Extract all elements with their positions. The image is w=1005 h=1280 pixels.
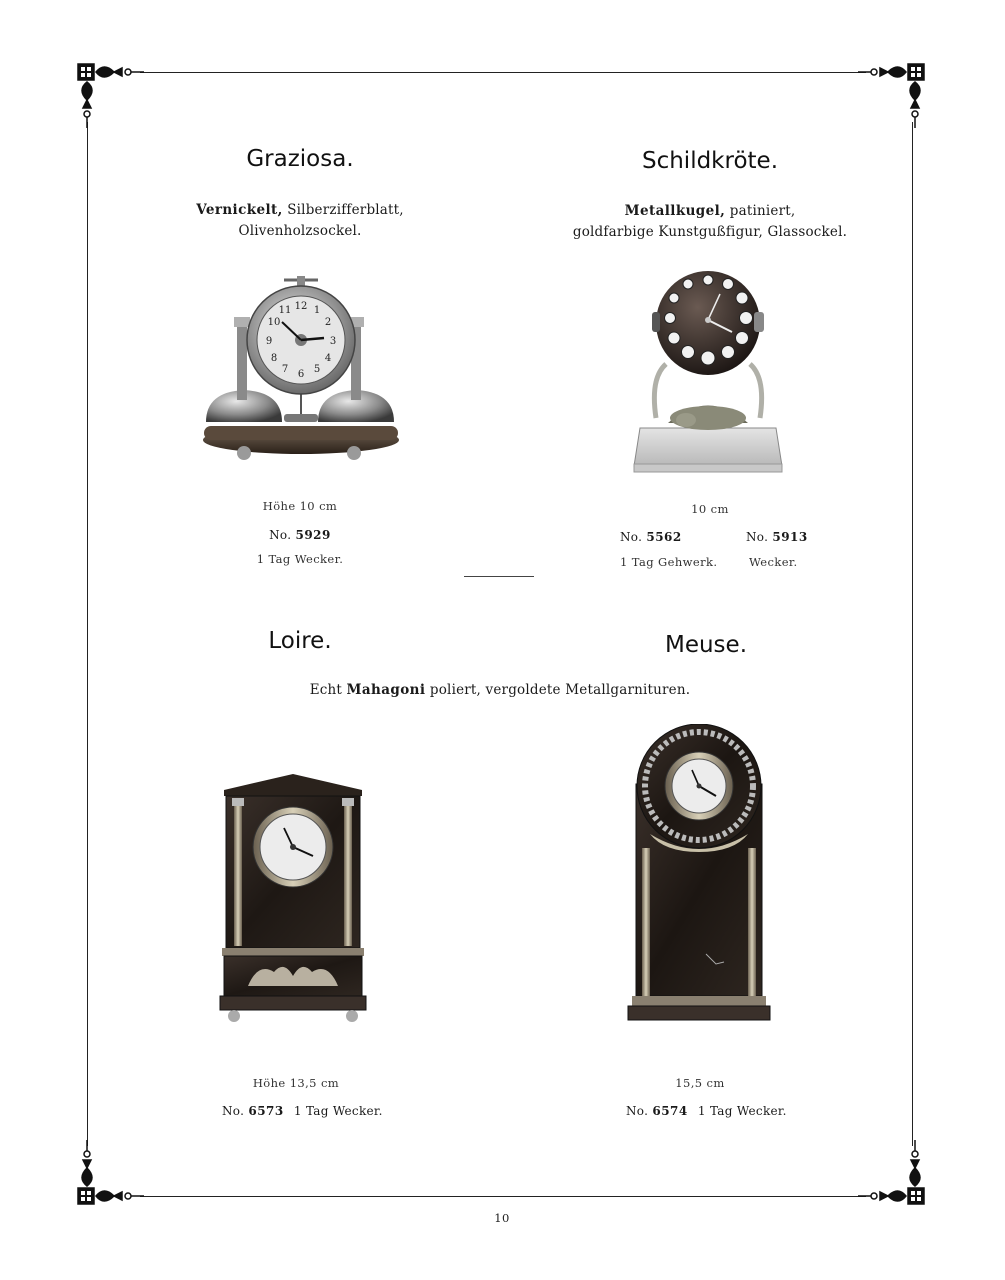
graziosa-clock-illustration — [196, 262, 406, 467]
shared-desc-pre: Echt — [309, 682, 347, 698]
meuse-clock-illustration — [624, 724, 774, 1026]
meuse-height-label: 15,5 cm — [675, 1076, 725, 1090]
shared-desc-post: poliert, vergoldete Metallgarnituren. — [425, 682, 691, 698]
schildkroete-no-prefix-1: No. — [620, 530, 643, 544]
loire-height-label: Höhe 13,5 cm — [252, 1076, 340, 1090]
shared-desc-bold: Mahagoni — [346, 682, 426, 698]
meuse-title: Meuse. — [664, 632, 748, 658]
meuse-movement: 1 Tag Wecker. — [697, 1104, 787, 1118]
graziosa-description — [150, 200, 450, 242]
corner-ornament-top-right — [858, 58, 928, 128]
loire-title: Loire. — [268, 628, 332, 654]
graziosa-desc-line2: Olivenholzsockel. — [238, 223, 362, 239]
graziosa-no-value: 5929 — [295, 528, 331, 542]
numeral-8: 8 — [270, 353, 278, 364]
schildkroete-title: Schildkröte. — [641, 148, 779, 174]
schildkroete-number-2 — [746, 530, 808, 544]
numeral-1: 1 — [313, 305, 321, 316]
numeral-9: 9 — [265, 336, 273, 347]
graziosa-number — [200, 528, 400, 542]
numeral-6: 6 — [297, 369, 305, 380]
page-number: 10 — [494, 1211, 510, 1225]
schildkroete-no-prefix-2: No. — [746, 530, 769, 544]
loire-no-value: 6573 — [248, 1104, 284, 1118]
loire-movement: 1 Tag Wecker. — [293, 1104, 383, 1118]
corner-ornament-top-left — [74, 58, 144, 128]
graziosa-desc-rest: Silberzifferblatt, — [282, 202, 404, 218]
schildkroete-clock-illustration — [628, 268, 788, 478]
frame-bottom-line — [140, 1196, 866, 1197]
graziosa-movement: 1 Tag Wecker. — [256, 552, 344, 566]
numeral-7: 7 — [281, 364, 289, 375]
numeral-12: 12 — [294, 301, 308, 312]
frame-left-line — [87, 122, 88, 1146]
graziosa-title: Graziosa. — [246, 146, 354, 172]
corner-ornament-bottom-right — [858, 1140, 928, 1210]
numeral-4: 4 — [324, 353, 332, 364]
numeral-10: 10 — [267, 317, 281, 328]
frame-top-line — [140, 72, 866, 73]
schildkroete-desc-bold: Metallkugel, — [624, 203, 726, 219]
numeral-11: 11 — [278, 305, 292, 316]
graziosa-height-label: Höhe 10 cm — [262, 499, 338, 513]
corner-ornament-bottom-left — [74, 1140, 144, 1210]
meuse-number — [626, 1104, 787, 1118]
schildkroete-no-value-2: 5913 — [772, 530, 808, 544]
loire-clock-illustration — [218, 772, 368, 1024]
schildkroete-no-value-1: 5562 — [646, 530, 682, 544]
schildkroete-height-label: 10 cm — [691, 502, 729, 516]
meuse-no-value: 6574 — [652, 1104, 688, 1118]
graziosa-desc-bold: Vernickelt, — [196, 202, 283, 218]
numeral-3: 3 — [329, 336, 337, 347]
graziosa-no-prefix: No. — [269, 528, 292, 542]
schildkroete-desc-rest: patiniert, — [725, 203, 796, 219]
schildkroete-description — [540, 201, 880, 243]
loire-no-prefix: No. — [222, 1104, 245, 1118]
section-divider — [464, 576, 534, 577]
schildkroete-movement-1: 1 Tag Gehwerk. — [620, 555, 718, 569]
schildkroete-number-1 — [620, 530, 682, 544]
frame-right-line — [912, 122, 913, 1146]
numeral-2: 2 — [324, 317, 332, 328]
loire-number — [222, 1104, 383, 1118]
shared-description — [200, 680, 800, 701]
schildkroete-movement-2: Wecker. — [749, 555, 798, 569]
numeral-5: 5 — [313, 364, 321, 375]
meuse-no-prefix: No. — [626, 1104, 649, 1118]
schildkroete-desc-line2: goldfarbige Kunstgußfigur, Glassockel. — [572, 224, 848, 240]
